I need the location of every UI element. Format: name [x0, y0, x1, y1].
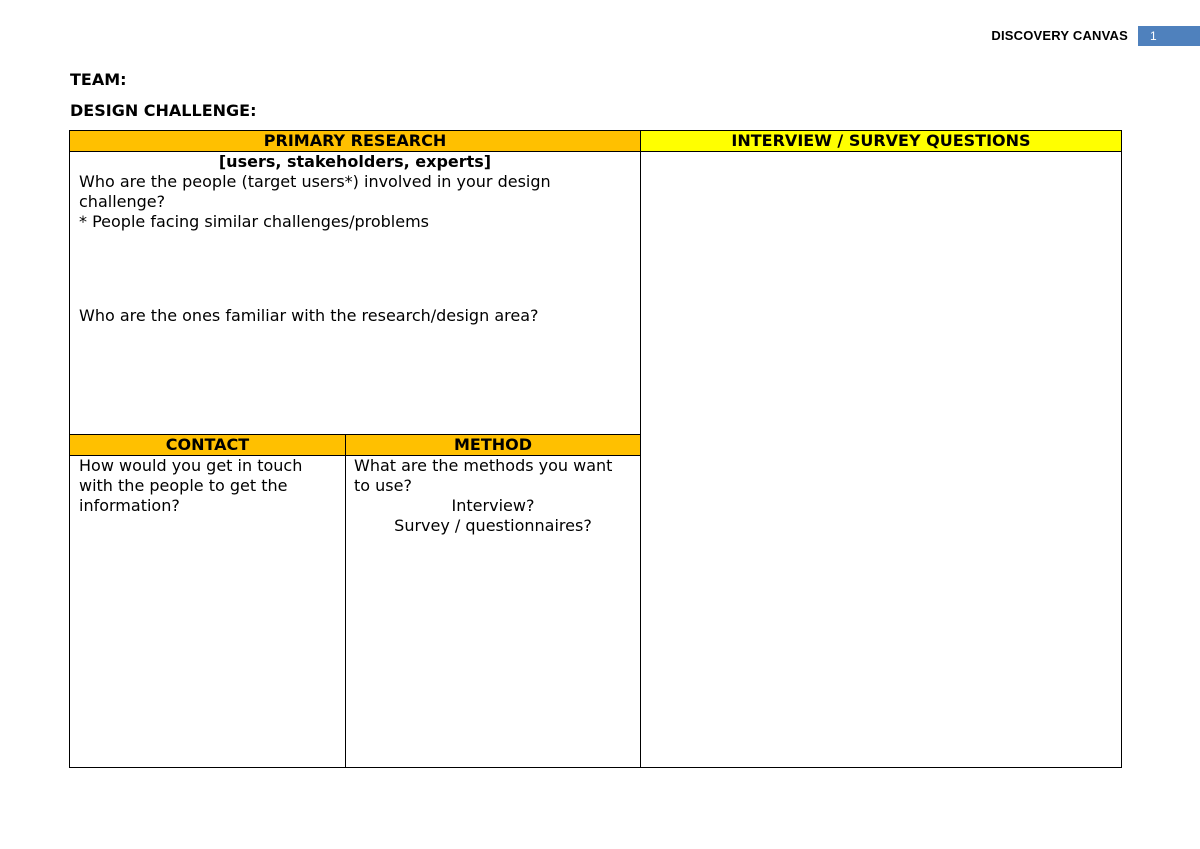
page-number-badge: 1 [1138, 26, 1200, 46]
method-cell[interactable] [346, 456, 640, 767]
team-label: TEAM: [70, 70, 127, 89]
primary-research-note: * People facing similar challenges/problems [79, 212, 429, 231]
primary-research-subheading: [users, stakeholders, experts] [218, 152, 492, 171]
method-option-survey: Survey / questionnaires? [394, 516, 592, 535]
primary-research-question-1-line-1: Who are the people (target users*) involved in your design [79, 172, 551, 191]
interview-survey-heading: INTERVIEW / SURVEY QUESTIONS [641, 131, 1121, 152]
primary-research-question-1-line-2: challenge? [79, 192, 166, 211]
contact-line-1: How would you get in touch [79, 456, 303, 475]
method-heading: METHOD [346, 435, 640, 456]
contact-line-3: information? [79, 496, 180, 515]
primary-research-cell[interactable] [70, 152, 640, 434]
contact-cell[interactable] [70, 456, 345, 767]
method-line-1: What are the methods you want [354, 456, 613, 475]
contact-heading: CONTACT [70, 435, 345, 456]
method-option-interview: Interview? [451, 496, 535, 515]
column-divider [640, 131, 641, 767]
design-challenge-label: DESIGN CHALLENGE: [70, 101, 257, 120]
contact-line-2: with the people to get the [79, 476, 288, 495]
primary-research-heading: PRIMARY RESEARCH [70, 131, 640, 152]
header-title: DISCOVERY CANVAS [991, 28, 1128, 43]
discovery-canvas-table [69, 130, 1122, 768]
page-header [991, 26, 1200, 46]
primary-research-question-2: Who are the ones familiar with the research/design area? [79, 306, 539, 325]
method-line-2: to use? [354, 476, 412, 495]
interview-questions-cell[interactable] [641, 152, 1121, 767]
